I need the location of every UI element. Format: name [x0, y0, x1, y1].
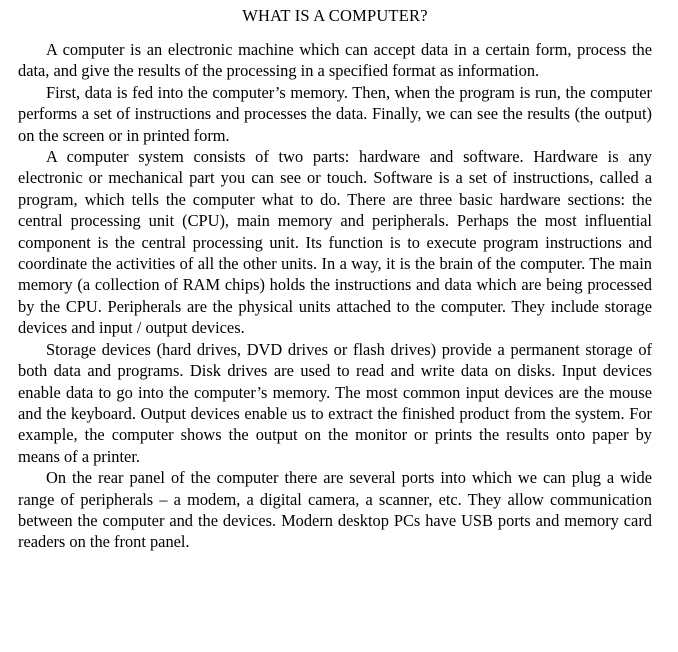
paragraph-ports: On the rear panel of the computer there are several ports into which we can plug a wide range of peripherals – a modem, a digital camera, a scanner, etc. They allow communication between the computer and the devices. Modern desktop PCs have USB ports and memory card readers on the front panel.: [18, 468, 652, 552]
paragraph-hardware-software: A computer system consists of two parts: hardware and software. Hardware is any electronic or mechanical part you can see or touch. Software is a set of instructions, called a program, which tells the computer what to do. There are three basic hardware sections: the central processing unit (CPU), main memory and peripherals. Perhaps the most influential component is the central processing unit. Its function is to execute program instructions and coordinate the activities of all the other units. In a way, it is the brain of the computer. The main memory (a collection of RAM chips) holds the instructions and data which are being processed by the CPU. Peripherals are the physical units attached to the computer. They include storage devices and input / output devices.: [18, 147, 652, 338]
paragraph-definition: A computer is an electronic machine which can accept data in a certain form, process the data, and give the results of the processing in a specified format as information.: [18, 40, 652, 81]
paragraph-storage-io: Storage devices (hard drives, DVD drives or flash drives) provide a permanent storage of both data and programs. Disk drives are used to read and write data on disks. Input devices enable data to go into the computer’s memory. The most common input devices are the mouse and the keyboard. Output devices enable us to extract the finished product from the system. For example, the computer shows the output on the monitor or prints the results onto paper by means of a printer.: [18, 339, 652, 466]
paragraph-process: First, data is fed into the computer’s memory. Then, when the program is run, the computer performs a set of instructions and processes the data. Finally, we can see the results (the output) on the screen or in printed form.: [18, 82, 652, 145]
document-title: WHAT IS A COMPUTER?: [242, 6, 428, 25]
